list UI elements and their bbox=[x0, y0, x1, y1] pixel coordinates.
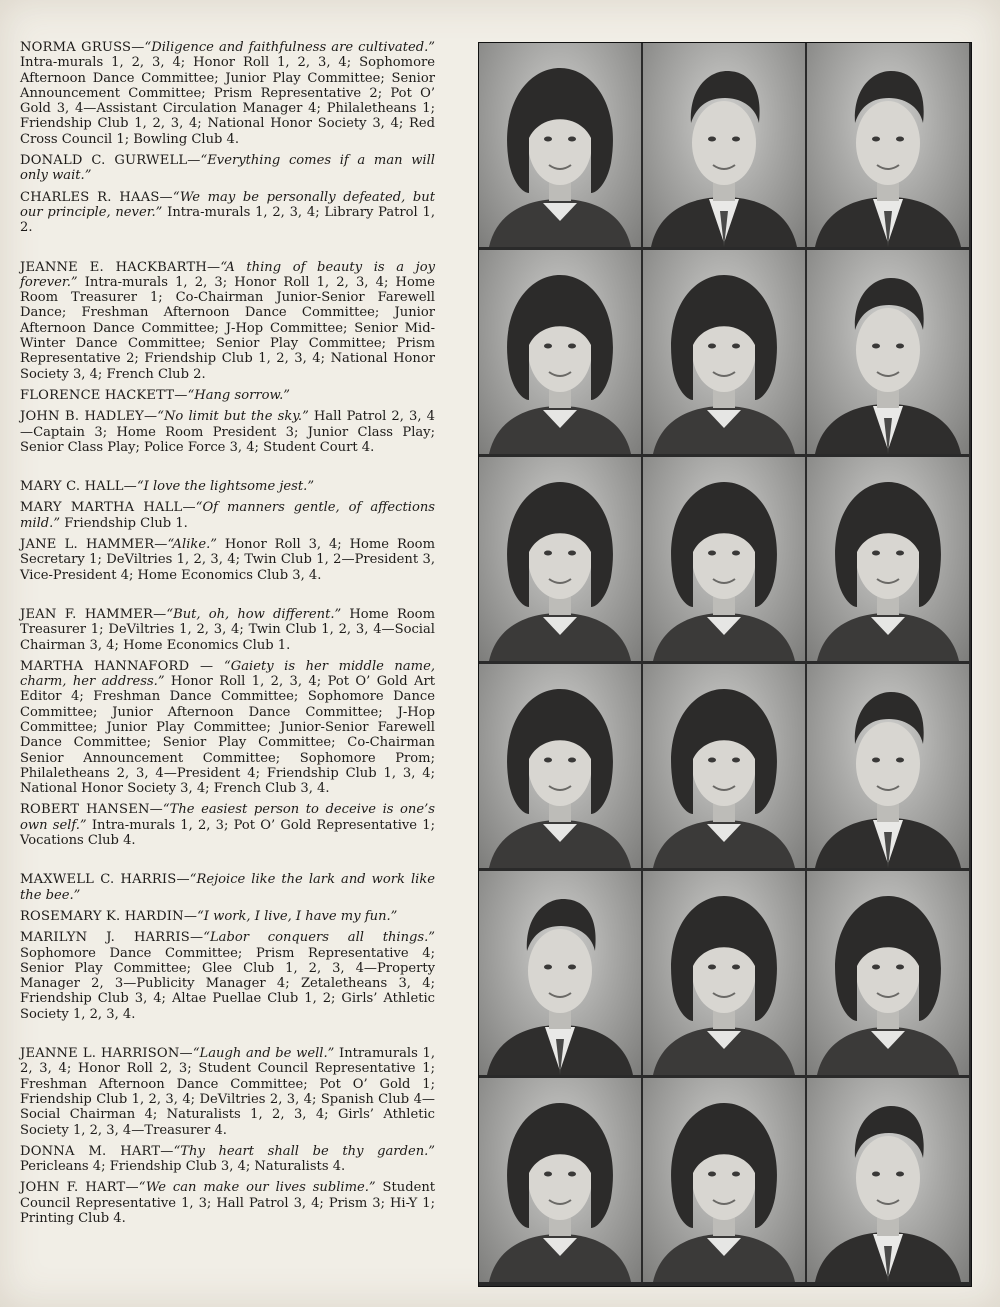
student-portrait-photo bbox=[643, 457, 805, 661]
student-activities: Intra-murals 1, 2, 3; Pot O’ Gold Representative 1; Vocations Club 4. bbox=[20, 817, 436, 849]
portrait-silhouette bbox=[643, 1078, 805, 1282]
student-activities: Intramurals 1, 2, 3, 4; Honor Roll 2, 3; Student Council Representative 1; Freshman Afternoon Dance Committee; Pot O’ Gold 1; Friendship Club 1, 2, 3, 4; DeViltries 2, 3, 4; Spanish Club 4—Social Chairman 4; Naturalists 1, 2, 3, 4; Girls’ Athletic Society 1, 2, 3, 4—Treasurer 4. bbox=[20, 1046, 435, 1138]
student-name: MARY C. HALL— bbox=[20, 479, 137, 495]
portrait-silhouette bbox=[643, 250, 805, 454]
student-motto: “A thing of beauty is a joy forever.” bbox=[20, 259, 435, 290]
portrait-silhouette bbox=[807, 43, 969, 247]
entry-jeanne-hackbarth bbox=[20, 260, 435, 382]
student-activities: Student Council Representative 1, 3; Hall Patrol 3, 4; Prism 3; Hi-Y 1; Printing Club 4. bbox=[20, 1180, 436, 1226]
entry-rosemary-hardin bbox=[20, 909, 435, 924]
portrait-silhouette bbox=[643, 871, 805, 1075]
student-motto: “Gaiety is her middle name, charm, her address.” bbox=[20, 658, 435, 690]
student-motto: “The easiest person to deceive is one’s own self.” bbox=[20, 802, 435, 833]
portrait-grid bbox=[478, 42, 972, 1287]
entry-jeanne-harrison bbox=[20, 1046, 435, 1138]
student-portrait-photo bbox=[479, 664, 641, 868]
student-activities: Honor Roll 3, 4; Home Room Secretary 1; DeViltries 1, 2, 3, 4; Twin Club 1, 2—President 3, Vice-President 4; Home Economics Club 3, 4. bbox=[20, 537, 435, 583]
student-portrait-photo bbox=[807, 1078, 969, 1282]
student-name: JOHN B. HADLEY— bbox=[20, 409, 158, 425]
biography-column bbox=[20, 40, 435, 1232]
student-name: MAXWELL C. HARRIS— bbox=[20, 872, 190, 888]
entry-charles-haas bbox=[20, 190, 435, 236]
entry-mary-martha-hall bbox=[20, 500, 435, 531]
student-motto: “I work, I live, I have my fun.” bbox=[197, 908, 398, 924]
entry-john-hart bbox=[20, 1180, 435, 1226]
portrait-silhouette bbox=[643, 457, 805, 661]
portrait-silhouette bbox=[479, 457, 641, 661]
student-name: FLORENCE HACKETT— bbox=[20, 387, 188, 403]
entry-john-hadley bbox=[20, 409, 435, 455]
entry-jane-hammer bbox=[20, 537, 435, 583]
student-name: NORMA GRUSS— bbox=[20, 40, 145, 55]
entry-martha-hannaford bbox=[20, 659, 435, 797]
student-name: JANE L. HAMMER— bbox=[20, 537, 168, 553]
student-portrait-photo bbox=[479, 43, 641, 247]
student-name: JEANNE E. HACKBARTH— bbox=[20, 259, 221, 275]
student-portrait-photo bbox=[643, 664, 805, 868]
student-portrait-photo bbox=[479, 871, 641, 1075]
portrait-silhouette bbox=[479, 43, 641, 247]
student-activities: Intra-murals 1, 2, 3, 4; Honor Roll 1, 2, 3, 4; Sophomore Afternoon Dance Committee; Junior Play Committee; Senior Announcement Committee; Prism Representative 2; Pot O’ Gold 3, 4—Assistant Circulation Manager 4; Philaletheans 1; Friendship Club 1, 2, 3, 4; National Honor Society 3, 4; Red Cross Council 1; Bowling Club 4. bbox=[20, 55, 435, 147]
portrait-silhouette bbox=[807, 1078, 969, 1282]
student-portrait-photo bbox=[807, 43, 969, 247]
student-portrait-photo bbox=[643, 1078, 805, 1282]
student-motto: “Diligence and faithfulness are cultivated.” bbox=[144, 40, 435, 55]
student-motto: “We can make our lives sublime.” bbox=[138, 1180, 376, 1196]
student-motto: “Hang sorrow.” bbox=[187, 387, 290, 403]
entry-marilyn-harris bbox=[20, 930, 435, 1022]
portrait-silhouette bbox=[643, 43, 805, 247]
entry-norma-gruss bbox=[20, 40, 435, 147]
student-name: ROBERT HANSEN— bbox=[20, 802, 163, 818]
portrait-silhouette bbox=[807, 250, 969, 454]
student-motto: “No limit but the sky.” bbox=[157, 409, 309, 425]
student-motto: “Labor conquers all things.” bbox=[203, 930, 436, 946]
student-name: JEANNE L. HARRISON— bbox=[20, 1046, 193, 1062]
entry-maxwell-harris bbox=[20, 872, 435, 903]
student-name: MARY MARTHA HALL— bbox=[20, 500, 196, 516]
student-portrait-photo bbox=[643, 43, 805, 247]
portrait-silhouette bbox=[643, 664, 805, 868]
student-activities: Sophomore Dance Committee; Prism Representative 4; Senior Play Committee; Glee Club 1, 2, 3, 4—Property Manager 2, 3—Publicity Manager 4; Zetaletheans 3, 4; Friendship Club 3, 4; Altae Puellae Club 1, 2; Girls’ Athletic Society 1, 2, 3, 4. bbox=[20, 945, 435, 1022]
student-name: CHARLES R. HAAS— bbox=[20, 189, 173, 205]
portrait-silhouette bbox=[479, 664, 641, 868]
student-motto: “I love the lightsome jest.” bbox=[136, 479, 315, 495]
student-motto: “Laugh and be well.” bbox=[192, 1046, 335, 1062]
student-name: DONNA M. HART— bbox=[20, 1143, 174, 1159]
student-portrait-photo bbox=[479, 457, 641, 661]
student-portrait-photo bbox=[807, 250, 969, 454]
student-motto: “Of manners gentle, of affections mild.” bbox=[20, 500, 435, 531]
student-activities: Intra-murals 1, 2, 3; Honor Roll 1, 2, 3, 4; Home Room Treasurer 1; Co-Chairman Junior-Senior Farewell Dance; Freshman Afternoon Dance Committee; Junior Afternoon Dance Committee; J-Hop Committee; Senior Mid-Winter Dance Committee; Senior Play Committee; Prism Representative 2; Friendship Club 1, 2, 3, 4; National Honor Society 3, 4; French Club 2. bbox=[20, 274, 435, 382]
entry-robert-hansen bbox=[20, 802, 435, 848]
portrait-silhouette bbox=[807, 871, 969, 1075]
portrait-silhouette bbox=[479, 871, 641, 1075]
student-portrait-photo bbox=[479, 1078, 641, 1282]
student-portrait-photo bbox=[807, 871, 969, 1075]
student-portrait-photo bbox=[807, 664, 969, 868]
student-portrait-photo bbox=[479, 250, 641, 454]
student-activities: Pericleans 4; Friendship Club 3, 4; Naturalists 4. bbox=[20, 1159, 346, 1175]
student-portrait-photo bbox=[643, 250, 805, 454]
student-name: JEAN F. HAMMER— bbox=[20, 606, 167, 622]
student-activities: Home Room Treasurer 1; DeViltries 1, 2, 3, 4; Twin Club 1, 2, 3, 4—Social Chairman 3, 4; Home Economics Club 1. bbox=[20, 606, 435, 653]
student-motto: “Everything comes if a man will only wait.” bbox=[20, 153, 435, 184]
student-motto: “Thy heart shall be thy garden.” bbox=[173, 1143, 435, 1159]
student-activities: Friendship Club 1. bbox=[60, 515, 188, 531]
student-name: MARTHA HANNAFORD — bbox=[20, 658, 225, 674]
entry-mary-hall bbox=[20, 479, 435, 494]
entry-donald-gurwell bbox=[20, 153, 435, 184]
entry-jean-hammer bbox=[20, 607, 435, 653]
student-motto: “Rejoice like the lark and work like the bee.” bbox=[20, 872, 436, 903]
entry-florence-hackett bbox=[20, 388, 435, 403]
student-motto: “Alike.” bbox=[167, 537, 217, 553]
student-activities: Intra-murals 1, 2, 3, 4; Library Patrol 1, 2. bbox=[20, 204, 435, 236]
portrait-silhouette bbox=[479, 1078, 641, 1282]
portrait-silhouette bbox=[807, 457, 969, 661]
portrait-silhouette bbox=[479, 250, 641, 454]
entry-donna-hart bbox=[20, 1144, 435, 1175]
student-name: MARILYN J. HARRIS— bbox=[20, 930, 204, 946]
portrait-silhouette bbox=[807, 664, 969, 868]
student-motto: “But, oh, how different.” bbox=[166, 606, 342, 622]
student-activities: Hall Patrol 2, 3, 4—Captain 3; Home Room President 3; Junior Class Play; Senior Class Play; Police Force 3, 4; Student Court 4. bbox=[20, 409, 435, 455]
student-activities: Honor Roll 1, 2, 3, 4; Pot O’ Gold Art Editor 4; Freshman Dance Committee; Sophomore Dance Committee; Junior Afternoon Dance Committee; J-Hop Committee; Junior Play Committee; Junior-Senior Farewell Dance Committee; Senior Play Committee; Co-Chairman Senior Announcement Committee; Sophomore Prom; Philaletheans 2, 3, 4—President 4; Friendship Club 1, 3, 4; National Honor Society 3, 4; French Club 3, 4. bbox=[20, 674, 435, 797]
student-portrait-photo bbox=[807, 457, 969, 661]
student-motto: “We may be personally defeated, but our principle, never.” bbox=[20, 189, 435, 220]
student-name: ROSEMARY K. HARDIN— bbox=[20, 908, 198, 924]
student-name: JOHN F. HART— bbox=[20, 1180, 139, 1196]
student-portrait-photo bbox=[643, 871, 805, 1075]
student-name: DONALD C. GURWELL— bbox=[20, 153, 201, 169]
